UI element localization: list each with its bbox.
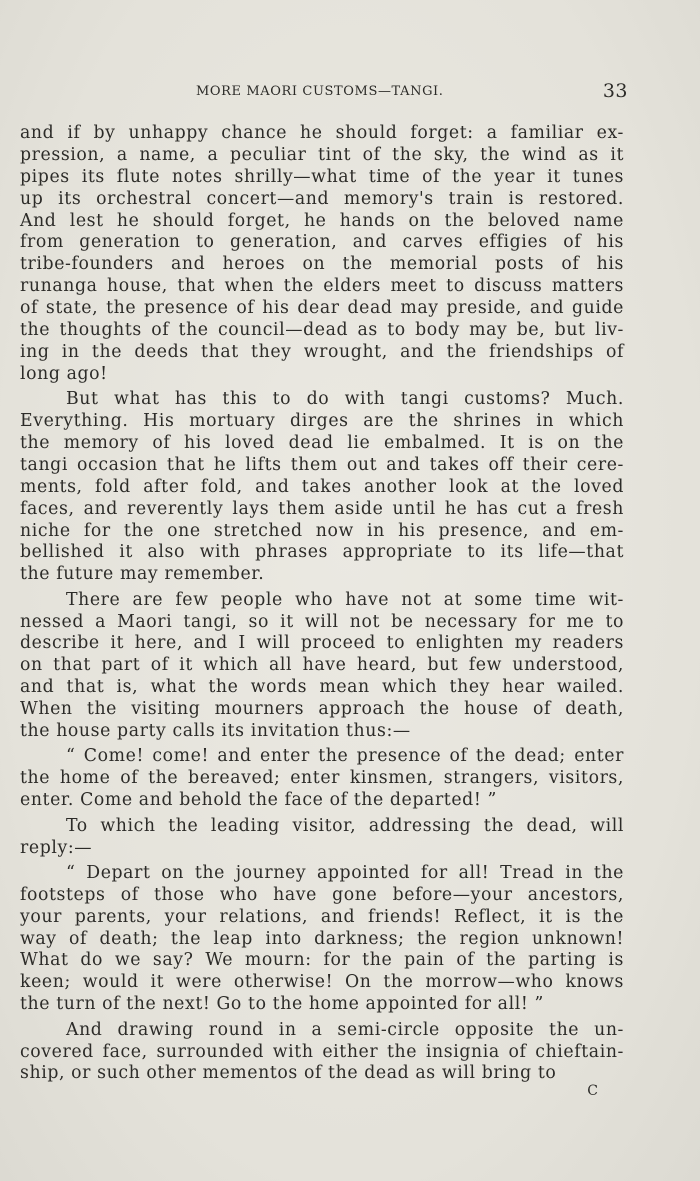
text-line: bellished it also with phrases appropriate to its life—that [20,542,624,563]
text-line: covered face, surrounded with either the insignia of chieftain- [20,1041,624,1062]
paragraph [20,123,624,386]
text-line: the home of the bereaved; enter kinsmen, strangers, visitors, [20,768,624,789]
text-line: on that part of it which all have heard, but few understood, [20,655,624,676]
text-line: pression, a name, a peculiar tint of the sky, the wind as it [20,144,624,165]
text-line: enter. Come and behold the face of the departed! ” [20,790,497,811]
text-line: ments, fold after fold, and takes another look at the loved [20,476,624,497]
text-line: niche for the one stretched now in his presence, and em- [20,520,624,541]
text-line: from generation to generation, and carves effigies of his [20,232,624,253]
text-line: runanga house, that when the elders meet to discuss matters [20,276,624,297]
text-line: reply:— [20,837,93,858]
text-line: tribe-founders and heroes on the memorial posts of his [20,254,624,275]
text-line: and if by unhappy chance he should forget: a familiar ex- [20,123,624,143]
text-line: ing in the deeds that they wrought, and the friendships of [20,341,624,362]
text-line: footsteps of those who have gone before—your ancestors, [20,884,624,905]
paragraph [20,816,624,860]
paragraph [20,590,624,743]
running-head [20,80,628,108]
text-line: What do we say? We mourn: for the pain of the parting is [20,950,624,971]
text-line: Everything. His mortuary dirges are the shrines in which [20,411,624,432]
text-line: and that is, what the words mean which they hear wailed. [20,677,624,698]
text-line: the turn of the next! Go to the home appointed for all! ” [20,994,544,1015]
page-number: 33 [602,80,628,102]
text-line: “ Depart on the journey appointed for all! Tread in the [66,862,624,883]
text-line: And drawing round in a semi-circle opposite the un- [66,1019,624,1040]
paragraph [20,746,624,812]
text-line: way of death; the leap into darkness; the region unknown! [20,928,624,949]
text-line: “ Come! come! and enter the presence of the dead; enter [66,746,624,767]
text-line: up its orchestral concert—and memory's train is restored. [20,188,624,209]
text-line: And lest he should forget, he hands on the beloved name [20,210,624,231]
signature-mark: C [587,1083,598,1099]
body-text [20,123,624,1085]
running-head-title: MORE MAORI CUSTOMS—TANGI. [196,84,444,99]
text-line: of state, the presence of his dear dead may preside, and guide [20,298,624,319]
paragraph [20,389,624,586]
text-line: tangi occasion that he lifts them out and takes off their cere- [20,454,624,475]
paragraph [20,1020,624,1086]
text-line: the house party calls its invitation thus:— [20,721,411,742]
text-line: faces, and reverently lays them aside until he has cut a fresh [20,498,624,519]
text-line: To which the leading visitor, addressing the dead, will [66,815,624,836]
text-line: your parents, your relations, and friends! Reflect, it is the [20,906,624,927]
text-line: pipes its flute notes shrilly—what time of the year it tunes [20,166,624,187]
text-line: describe it here, and I will proceed to enlighten my readers [20,633,624,654]
text-line: ship, or such other mementos of the dead as will bring to [20,1063,557,1084]
paragraph [20,863,624,1016]
text-line: When the visiting mourners approach the house of death, [20,699,624,720]
text-line: keen; would it were otherwise! On the morrow—who knows [20,972,624,993]
text-line: the memory of his loved dead lie embalmed. It is on the [20,432,624,453]
text-line: But what has this to do with tangi customs? Much. [66,389,624,410]
text-line: There are few people who have not at some time wit- [66,589,624,610]
text-line: nessed a Maori tangi, so it will not be necessary for me to [20,611,624,632]
text-line: the thoughts of the council—dead as to body may be, but liv- [20,320,624,341]
text-line: the future may remember. [20,564,265,585]
text-line: long ago! [20,363,108,384]
